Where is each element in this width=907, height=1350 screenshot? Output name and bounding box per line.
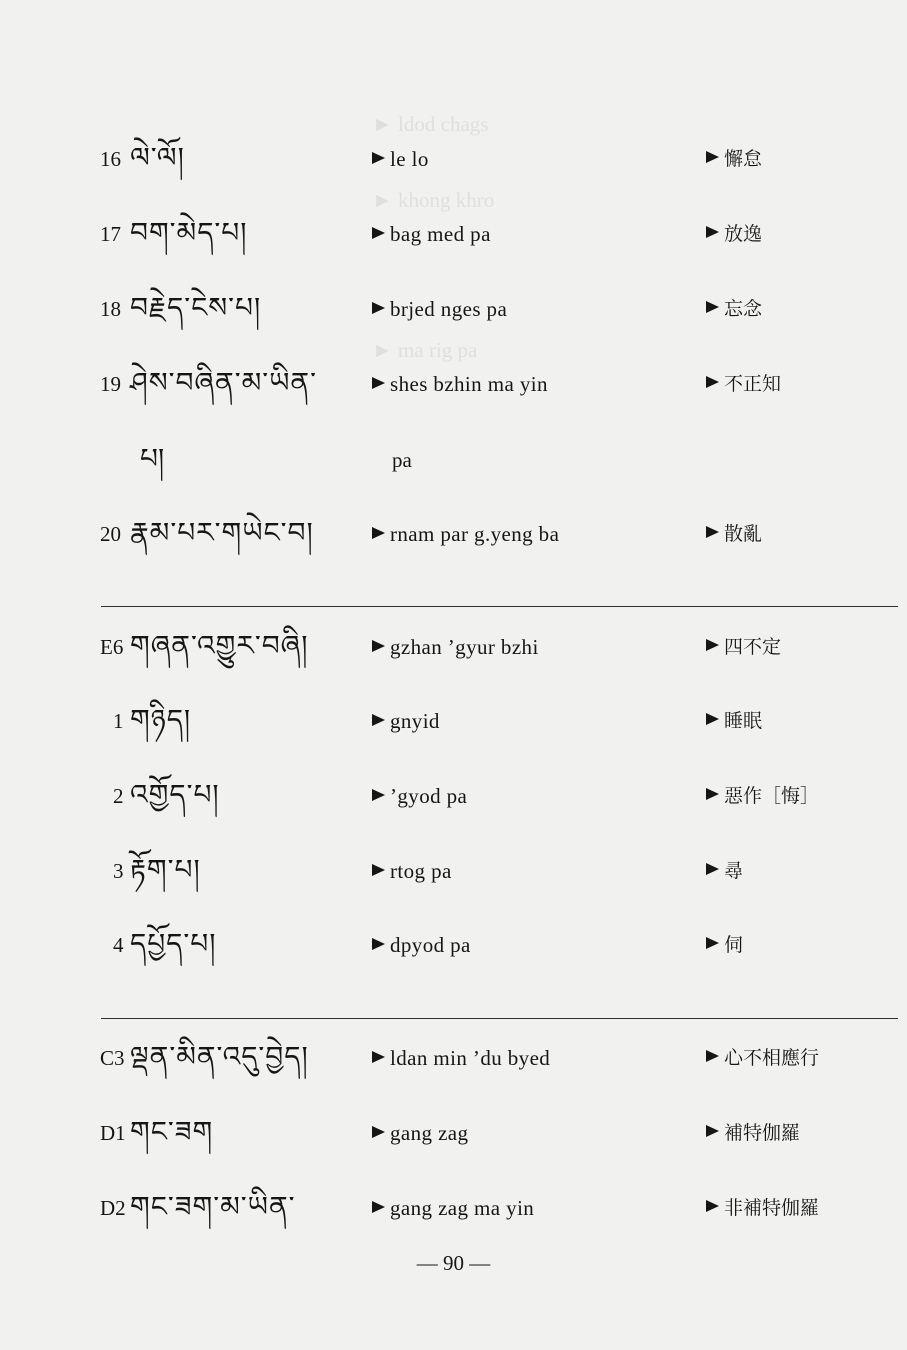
entry-row	[0, 853, 907, 896]
page-number: — 90 —	[416, 1251, 491, 1275]
tibetan-term: ཤེས་བཞིན་མ་ཡིན་	[130, 366, 317, 399]
entry-number: 4	[113, 933, 124, 957]
entry-number: D1	[100, 1121, 126, 1145]
wylie-term: shes bzhin ma yin	[372, 369, 548, 399]
entry-number: 17	[100, 222, 121, 246]
arrow-icon	[706, 1050, 719, 1062]
arrow-icon	[372, 714, 385, 726]
chinese-term: 不正知	[706, 369, 781, 399]
arrow-icon	[372, 938, 385, 950]
chinese-term: 忘念	[706, 294, 762, 324]
entry-number: 20	[100, 522, 121, 546]
entry-row	[0, 291, 907, 334]
tibetan-term: བརྗེད་ངེས་པ།	[130, 291, 262, 324]
entry-number: 18	[100, 297, 121, 321]
tibetan-term: ལེ་ལོ།	[130, 141, 185, 174]
arrow-icon	[372, 152, 385, 164]
arrow-icon	[706, 937, 719, 949]
tibetan-term: གཞན་འགྱུར་བཞི།	[130, 629, 309, 662]
wylie-term: brjed nges pa	[372, 294, 507, 324]
arrow-icon	[706, 226, 719, 238]
entry-row	[0, 778, 907, 821]
chinese-term: 睡眠	[706, 706, 762, 736]
entry-number: 19	[100, 372, 121, 396]
arrow-icon	[706, 639, 719, 651]
arrow-icon	[706, 713, 719, 725]
arrow-icon	[706, 301, 719, 313]
entry-number: D2	[100, 1196, 126, 1220]
arrow-icon	[706, 788, 719, 800]
section-divider	[101, 606, 898, 607]
tibetan-term: རྟོག་པ།	[130, 853, 201, 886]
arrow-icon	[706, 863, 719, 875]
tibetan-term: དཔྱོད་པ།	[130, 927, 217, 960]
wylie-term: rtog pa	[372, 856, 452, 886]
entry-number: 1	[113, 709, 124, 733]
entry-number: 3	[113, 859, 124, 883]
arrow-icon	[372, 1201, 385, 1213]
entry-row	[0, 216, 907, 259]
wylie-term: gzhan ’gyur bzhi	[372, 632, 539, 662]
chinese-term: 懈怠	[706, 144, 762, 174]
section-divider	[101, 1018, 898, 1019]
wylie-term: gang zag ma yin	[372, 1193, 534, 1223]
entry-row	[0, 1040, 907, 1083]
entry-number: 2	[113, 784, 124, 808]
arrow-icon	[372, 1051, 385, 1063]
chinese-term: 放逸	[706, 219, 762, 249]
arrow-icon	[706, 376, 719, 388]
entry-number: E6	[100, 635, 124, 659]
tibetan-term: ལྡན་མིན་འདུ་བྱེད།	[130, 1040, 309, 1073]
arrow-icon	[706, 151, 719, 163]
chinese-term: 尋	[706, 856, 743, 886]
wylie-term: ’gyod pa	[372, 781, 467, 811]
chinese-term: 心不相應行	[706, 1043, 819, 1073]
wylie-term-continuation: pa	[392, 448, 412, 472]
entry-row	[0, 629, 907, 672]
arrow-icon	[706, 1200, 719, 1212]
entry-row	[0, 1115, 907, 1158]
tibetan-term: འགྱོད་པ།	[130, 778, 220, 811]
wylie-term: gang zag	[372, 1118, 468, 1148]
tibetan-term: གང་ཟག་མ་ཡིན་	[130, 1190, 296, 1223]
chinese-term: 伺	[706, 930, 743, 960]
wylie-term: ldan min ’du byed	[372, 1043, 550, 1073]
arrow-icon	[372, 377, 385, 389]
entry-number: 16	[100, 147, 121, 171]
arrow-icon	[372, 1126, 385, 1138]
wylie-term: bag med pa	[372, 219, 491, 249]
show-through-text: ► ldod chags	[372, 112, 489, 136]
wylie-term: gnyid	[372, 706, 440, 736]
tibetan-term: རྣམ་པར་གཡེང་བ།	[130, 516, 314, 549]
show-through-text: ► khong khro	[372, 188, 495, 212]
arrow-icon	[372, 302, 385, 314]
arrow-icon	[372, 527, 385, 539]
entry-number: C3	[100, 1046, 125, 1070]
chinese-term: 四不定	[706, 632, 781, 662]
show-through-text: ► ma rig pa	[372, 338, 478, 362]
chinese-term: 惡作［悔］	[706, 781, 819, 811]
arrow-icon	[372, 864, 385, 876]
chinese-term: 補特伽羅	[706, 1118, 800, 1148]
entry-row	[0, 703, 907, 746]
arrow-icon	[706, 1125, 719, 1137]
entry-row	[0, 366, 907, 409]
tibetan-term-continuation: པ།	[140, 442, 165, 475]
chinese-term: 散亂	[706, 519, 762, 549]
arrow-icon	[372, 640, 385, 652]
tibetan-term: གང་ཟག	[130, 1115, 214, 1148]
wylie-term: rnam par g.yeng ba	[372, 519, 559, 549]
wylie-term: le lo	[372, 144, 429, 174]
arrow-icon	[372, 789, 385, 801]
arrow-icon	[706, 526, 719, 538]
entry-continuation	[0, 442, 907, 485]
chinese-term: 非補特伽羅	[706, 1193, 819, 1223]
arrow-icon	[372, 227, 385, 239]
entry-row	[0, 1190, 907, 1233]
entry-row	[0, 927, 907, 970]
tibetan-term: བག་མེད་པ།	[130, 216, 248, 249]
entry-row	[0, 141, 907, 184]
tibetan-term: གཉིད།	[130, 703, 192, 736]
wylie-term: dpyod pa	[372, 930, 471, 960]
entry-row	[0, 516, 907, 559]
